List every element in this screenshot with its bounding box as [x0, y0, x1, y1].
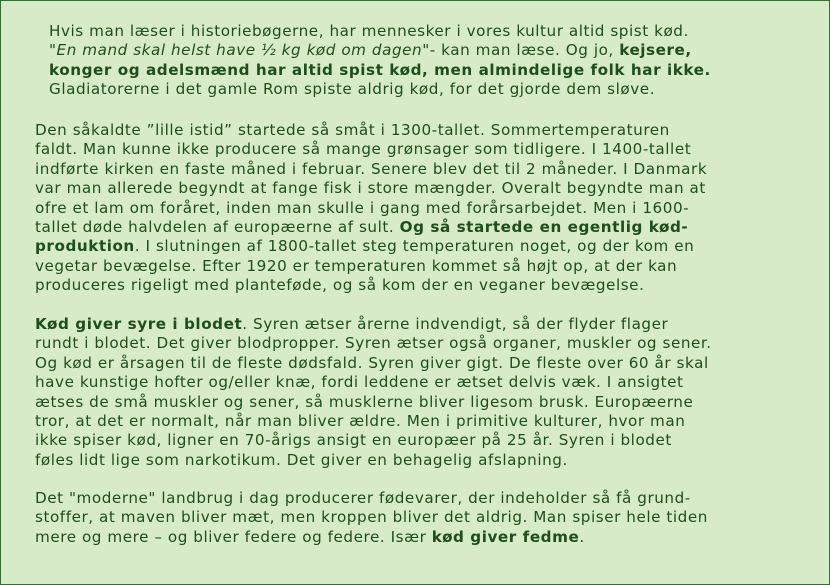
bold-text: Kød giver syre i blodet [35, 315, 243, 333]
text-line: indførte kirken en faste måned i februar. Senere blev det til 2 måneder. I Danmark [35, 159, 708, 178]
text-line: tror, at det er normalt, når man bliver ældre. Men i primitive kulturer, hvor man [35, 412, 686, 431]
text-line: Og kød er årsagen til de fleste dødsfald. Syren giver gigt. De fleste over 60 år skal [35, 353, 709, 372]
text-line: produceres rigeligt med planteføde, og så kom der en veganer bevægelse. [35, 276, 645, 295]
text-line: føles lidt lige som narkotikum. Det giver en behagelig afslapning. [35, 450, 568, 469]
text-line: var man allerede begyndt at fange fisk i store mængder. Overalt begyndte man at [35, 179, 706, 198]
text-line: vegetar bevægelse. Efter 1920 er temperaturen kommet så højt op, at der kan [35, 256, 678, 275]
text-line: rundt i blodet. Det giver blodpropper. Syren ætser også organer, muskler og sener. [35, 334, 712, 353]
text-fragment: mere og mere – og bliver federe og federe. Især [35, 527, 432, 546]
text-line [35, 218, 707, 237]
text-line: ofre et lam om foråret, inden man skulle i gang med forårsarbejdet. Men i 1600- [35, 198, 690, 217]
bold-text: konger og adelsmænd har altid spist kød, men almindelige folk har ikke. [49, 60, 711, 79]
text-line: Hvis man læser i historiebøgerne, har mennesker i vores kultur altid spist kød. [49, 22, 689, 40]
quote-mark: " [49, 41, 57, 60]
text-line: have kunstige hofter og/eller knæ, fordi leddene er ætset delvis væk. I ansigtet [35, 373, 684, 392]
text-line [49, 61, 711, 80]
text-fragment: "- kan man læse. Og jo, [422, 41, 620, 60]
text-fragment: tallet døde halvdelen af europæerne af sult. [35, 218, 400, 237]
paragraph-little-ice-age [35, 121, 707, 296]
paragraph-modern-agriculture [35, 489, 708, 547]
text-line [49, 41, 711, 60]
text-line: stoffer, at maven bliver mæt, men kroppen bliver det aldrig. Man spiser hele tiden [35, 508, 708, 527]
intro-paragraph [49, 22, 711, 100]
paragraph-acid-in-blood [35, 315, 712, 470]
text-fragment: . Syren ætser årerne indvendigt, så der flyder flager [242, 315, 669, 333]
text-line: Den såkaldte ”lille istid” startede så småt i 1300-tallet. Sommertemperaturen [35, 121, 670, 139]
text-line: Gladiatorerne i det gamle Rom spiste aldrig kød, for det gjorde dem sløve. [49, 80, 656, 99]
text-line [35, 528, 708, 547]
bold-text: produktion [35, 237, 135, 256]
text-line: ætses de små muskler og sener, så musklerne bliver ligesom brusk. Europæerne [35, 392, 694, 411]
bold-text: kejsere, [619, 41, 692, 60]
text-line: Det "moderne" landbrug i dag producerer fødevarer, der indeholder så få grund- [35, 489, 691, 507]
bold-text: Og så startede en egentlig kød- [399, 218, 689, 237]
quote-text: En mand skal helst have ½ kg kød om dagen [56, 41, 423, 60]
bold-text: kød giver fedme [431, 527, 580, 546]
text-fragment: . I slutningen af 1800-tallet steg temperaturen noget, og der kom en [134, 237, 695, 256]
text-line [35, 315, 712, 334]
text-line: ikke spiser kød, ligner en 70-årigs ansigt en europæer på 25 år. Syren i blodet [35, 431, 672, 450]
text-line: faldt. Man kunne ikke producere så mange grønsager som tidligere. I 1400-tallet [35, 140, 692, 159]
text-fragment: . [579, 527, 585, 546]
text-line [35, 237, 707, 256]
